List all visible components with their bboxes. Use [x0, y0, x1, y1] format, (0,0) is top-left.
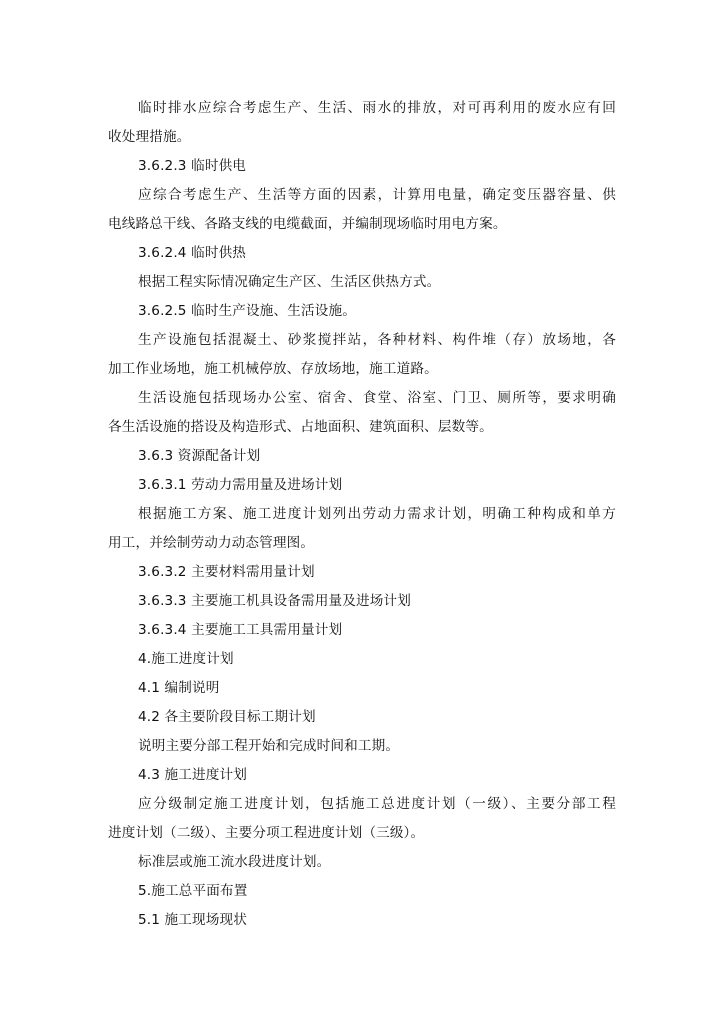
paragraph-line: 说明主要分部工程开始和完成时间和工期。	[138, 738, 400, 754]
paragraph-line: 收处理措施。	[108, 129, 191, 145]
section-heading: 3.6.2.4 临时供热	[138, 245, 247, 261]
section-heading: 3.6.2.3 临时供电	[138, 158, 247, 174]
section-heading: 4.1 编制说明	[138, 680, 220, 696]
section-heading: 4.3 施工进度计划	[138, 767, 248, 783]
section-heading: 3.6.2.5 临时生产设施、生活设施。	[138, 303, 357, 319]
section-heading: 3.6.3.4 主要施工工具需用量计划	[138, 622, 343, 638]
paragraph-line: 加工作业场地，施工机械停放、存放场地，施工道路。	[108, 361, 438, 377]
paragraph-line: 根据工程实际情况确定生产区、生活区供热方式。	[138, 274, 441, 290]
paragraph-line: 生产设施包括混凝土、砂浆搅拌站，各种材料、构件堆（存）放场地，各	[138, 332, 616, 348]
section-heading: 3.6.3 资源配备计划	[138, 448, 261, 464]
paragraph-line: 电线路总干线、各路支线的电缆截面，并编制现场临时用电方案。	[108, 216, 507, 232]
section-heading: 3.6.3.2 主要材料需用量计划	[138, 564, 315, 580]
paragraph-line: 应综合考虑生产、生活等方面的因素，计算用电量，确定变压器容量、供	[138, 187, 616, 203]
paragraph-line: 标准层或施工流水段进度计划。	[138, 854, 331, 870]
section-heading: 3.6.3.1 劳动力需用量及进场计划	[138, 477, 343, 493]
paragraph-line: 应分级制定施工进度计划，包括施工总进度计划（一级）、主要分部工程	[138, 796, 616, 812]
paragraph-line: 用工，并绘制劳动力动态管理图。	[108, 535, 315, 551]
section-heading: 5.1 施工现场现状	[138, 912, 248, 928]
section-heading: 3.6.3.3 主要施工机具设备需用量及进场计划	[138, 593, 411, 609]
document-body	[108, 94, 616, 935]
paragraph-line: 进度计划（二级）、主要分项工程进度计划（三级）。	[108, 825, 425, 841]
section-heading: 5.施工总平面布置	[138, 883, 248, 899]
paragraph-line: 临时排水应综合考虑生产、生活、雨水的排放，对可再利用的废水应有回	[138, 100, 616, 116]
paragraph-line: 生活设施包括现场办公室、宿舍、食堂、浴室、门卫、厕所等，要求明确	[138, 390, 616, 406]
paragraph-line: 根据施工方案、施工进度计划列出劳动力需求计划，明确工种构成和单方	[138, 506, 616, 522]
paragraph-line: 各生活设施的搭设及构造形式、占地面积、建筑面积、层数等。	[108, 419, 493, 435]
section-heading: 4.施工进度计划	[138, 651, 234, 667]
section-heading: 4.2 各主要阶段目标工期计划	[138, 709, 316, 725]
